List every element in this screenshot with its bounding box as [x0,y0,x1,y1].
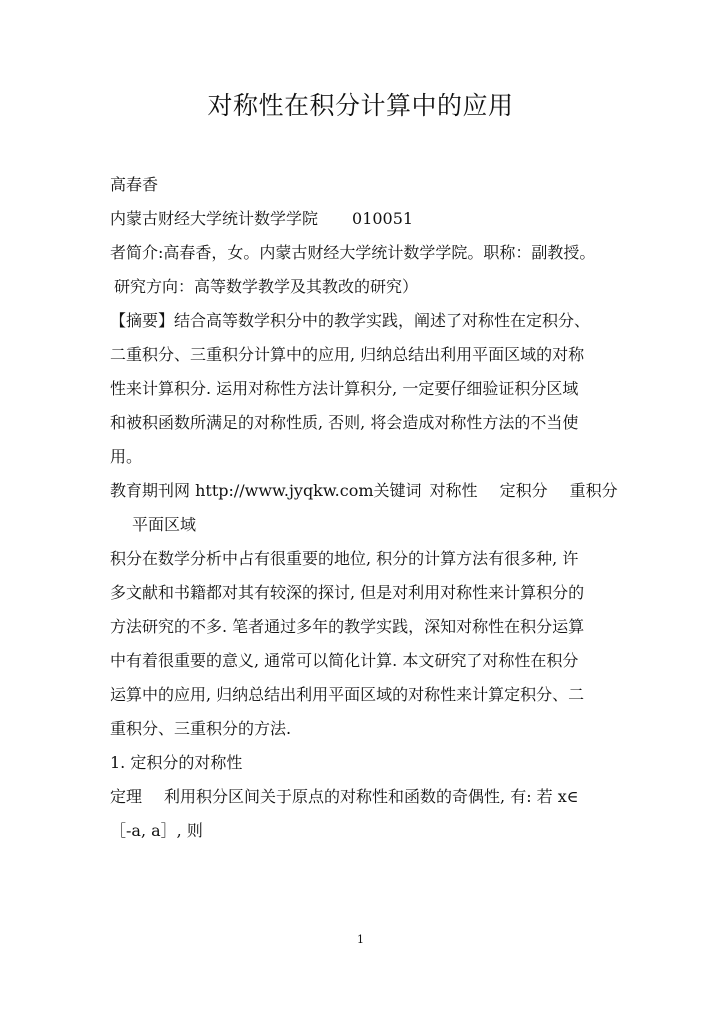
intro-line-3: 方法研究的不多. 笔者通过多年的教学实践，深知对称性在积分运算 [110,617,585,636]
abstract-line-3: 性来计算积分. 运用对称性方法计算积分, 一定要仔细验证积分区域 [110,379,579,398]
page-number: 1 [357,933,364,946]
postal-code: 010051 [352,209,414,228]
abstract-line-1 [110,304,614,338]
keyword-item: 重积分 [569,481,618,500]
abstract-line-4: 和被积函数所满足的对称性质, 否则, 将会造成对称性方法的不当使 [110,413,579,432]
abstract-text-1: 结合高等数学积分中的教学实践，阐述了对称性在定积分、 [174,311,591,330]
affiliation-line [110,202,614,236]
intro-line-6: 重积分、三重积分的方法. [110,719,292,738]
intro-line-5: 运算中的应用, 归纳总结出利用平面区域的对称性来计算定积分、二 [110,685,585,704]
keyword-item: 平面区域 [132,515,197,534]
section-1-heading: 1. 定积分的对称性 [110,753,243,772]
keywords-label: 关键词 [373,481,422,500]
author-bio-line-2: 研究方向：高等数学教学及其教改的研究） [114,277,419,296]
keyword-item: 对称性 [429,481,478,500]
theorem-text: 利用积分区间关于原点的对称性和函数的奇偶性, 有: 若 x∈ [164,787,579,806]
abstract-label: 【摘要】 [110,311,175,330]
intro-line-2: 多文献和书籍都对其有较深的探讨, 但是对利用对称性来计算积分的 [110,583,585,602]
intro-line-4: 中有着很重要的意义, 通常可以简化计算. 本文研究了对称性在积分 [110,651,579,670]
institution: 内蒙古财经大学统计数学学院 [110,209,319,228]
keywords-source-link[interactable]: 教育期刊网 http://www.jyqkw.com [110,481,374,500]
keywords-line-1 [110,474,618,508]
abstract-line-5: 用。 [110,447,143,466]
keywords-line-2 [110,508,614,542]
theorem-line-1 [110,780,614,814]
document-body [110,168,618,848]
intro-line-1: 积分在数学分析中占有很重要的地位, 积分的计算方法有很多种, 许 [110,549,579,568]
theorem-line-2: ［-a, a］, 则 [110,821,203,840]
author-name: 高春香 [110,175,159,194]
author-bio-line-1: 者简介:高春香，女。内蒙古财经大学统计数学学院。职称：副教授。 [110,243,596,262]
abstract-line-2: 二重积分、三重积分计算中的应用, 归纳总结出利用平面区域的对称 [110,345,585,364]
theorem-label: 定理 [110,787,143,806]
keyword-item: 定积分 [499,481,548,500]
document-title: 对称性在积分计算中的应用 [207,91,514,120]
